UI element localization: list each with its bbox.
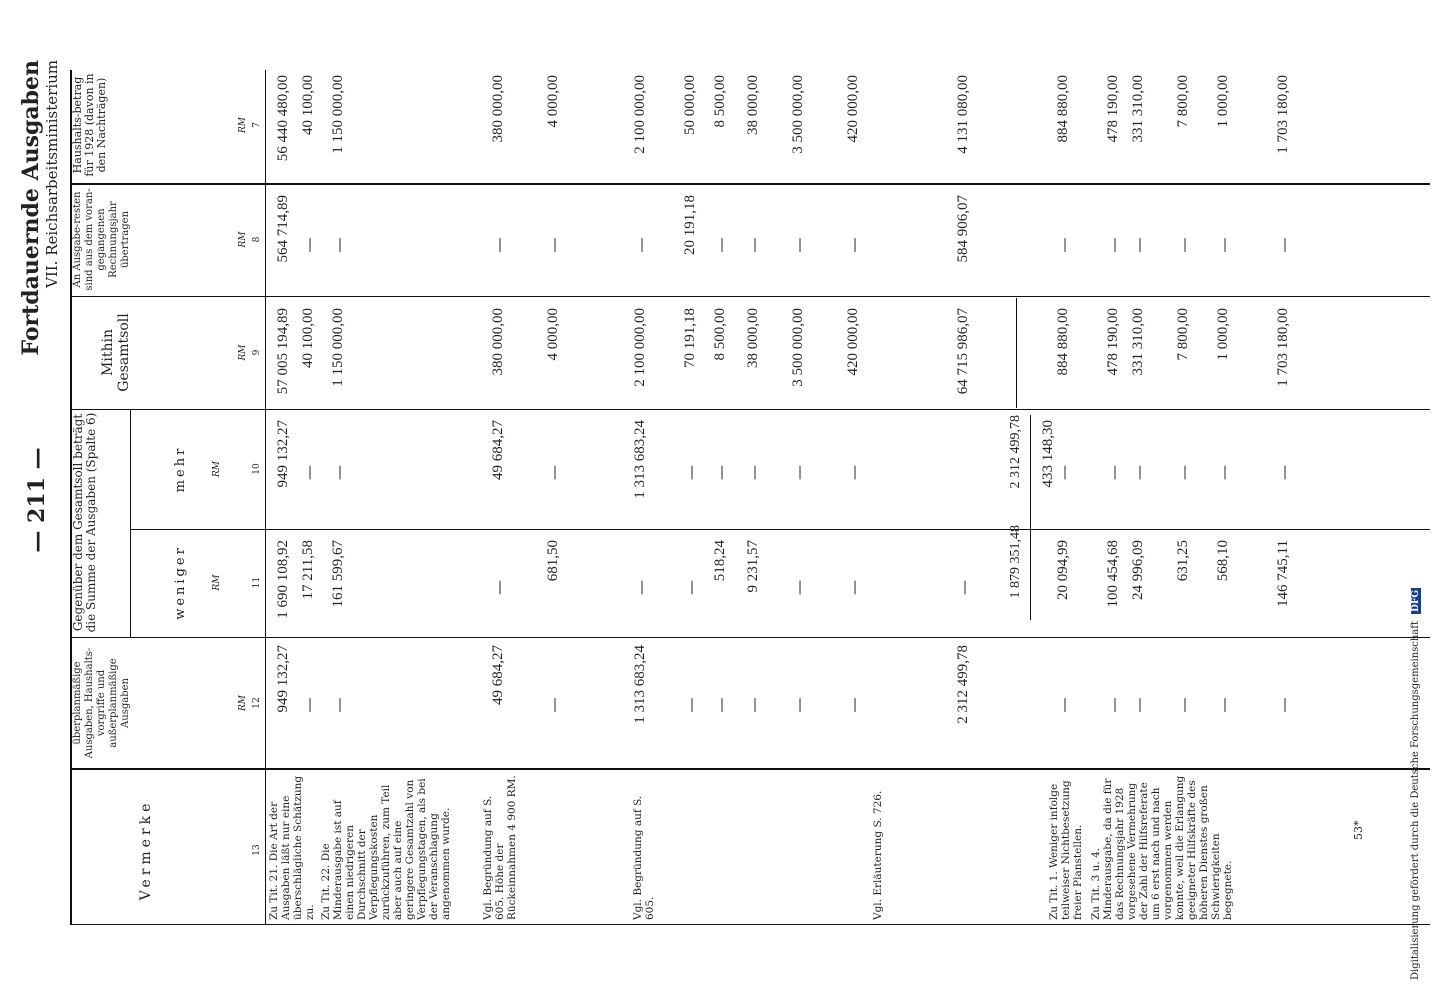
cell-c8-dash: — — [330, 237, 348, 253]
cell-c8-dash: — — [1175, 237, 1193, 253]
cell-c11-dash: — — [790, 580, 808, 595]
mehr-weniger-rule — [130, 410, 131, 638]
cell-c7: 56 440 480,00 — [275, 75, 291, 162]
cell-c10-dash: — — [1105, 465, 1123, 480]
subtotal-rule-9 — [1016, 298, 1017, 408]
cell-c10-dash: — — [1215, 465, 1233, 480]
col9-number: 9 — [252, 349, 262, 356]
cell-c9: 1 000,00 — [1215, 308, 1231, 361]
cell-c11: 681,50 — [545, 540, 561, 582]
col7-header: Haushalts-betrag für 1928 (davon in den Nachträgen) — [71, 73, 108, 177]
col7-unit: RM — [238, 117, 248, 133]
cell-c8-dash: — — [1130, 237, 1148, 253]
cell-c11: 631,25 — [1175, 540, 1191, 582]
cell-c7: 7 800,00 — [1175, 75, 1191, 128]
cell-c9: 884 880,00 — [1055, 308, 1071, 376]
table-left-rule — [70, 924, 1430, 925]
cell-c12-dash: — — [1215, 697, 1233, 713]
cell-c9: 331 310,00 — [1130, 308, 1146, 376]
cell-c12-dash: — — [1055, 697, 1073, 713]
header-bottom-rule — [265, 70, 266, 925]
col-sep-11-12 — [70, 637, 1430, 638]
cell-c11-dash: — — [490, 580, 508, 595]
cell-c12-dash: — — [745, 697, 763, 713]
cell-c11-dash: — — [632, 580, 650, 595]
cell-c10-dash: — — [845, 465, 863, 480]
cell-c11: 100 454,68 — [1105, 540, 1121, 608]
cell-c10-dash: — — [1130, 465, 1148, 480]
cell-c10: 949 132,27 — [275, 420, 291, 488]
cell-c7: 1 150 000,00 — [330, 75, 346, 154]
cell-c7: 38 000,00 — [745, 75, 761, 135]
cell-c11: 146 745,11 — [1275, 540, 1291, 607]
cell-c12-dash: — — [712, 697, 730, 713]
cell-c9: 38 000,00 — [745, 308, 761, 368]
cell-c12: 1 313 683,24 — [632, 645, 648, 724]
cell-c11: 161 599,67 — [330, 540, 346, 608]
cell-c10-dash: — — [545, 465, 563, 480]
cell-c7: 380 000,00 — [490, 75, 506, 143]
cell-c10: 49 684,27 — [490, 420, 506, 480]
page-title: Fortdauernde Ausgaben — [18, 60, 44, 356]
cell-c9: 420 000,00 — [845, 308, 861, 376]
cell-c12: 2 312 499,78 — [955, 645, 971, 724]
note-tit-1: Zu Tit. 1. Weniger infolge teilweiser Nichtbesetzung freier Planstellen. — [1048, 780, 1084, 920]
subtotal-weniger: 1 879 351,48 — [1008, 525, 1023, 599]
cell-c10-dash: — — [745, 465, 763, 480]
cell-c9: 64 715 986,07 — [955, 308, 971, 395]
cell-c10-dash: — — [790, 465, 808, 480]
col10-11-header: Gegenüber dem Gesamtsoll beträgt die Summe der Ausgaben (Spalte 6) — [71, 412, 98, 633]
cell-c8-dash: — — [545, 237, 563, 253]
cell-c9: 40 100,00 — [300, 308, 316, 368]
col12-unit: RM — [238, 695, 248, 711]
subtotal-rule — [1030, 415, 1031, 620]
cell-c8: 584 906,07 — [955, 195, 971, 263]
cell-c7: 3 500 000,00 — [790, 75, 806, 154]
col11-unit: RM — [212, 574, 222, 591]
cell-c12-dash: — — [1275, 697, 1293, 713]
cell-c8-dash: — — [300, 237, 318, 253]
note-tit-3-4: Zu Tit. 3 u. 4. Minderausgabe, da die für das Rechnungsjahr 1928 vorgesehene Vermehrung der Zahl der Hilfsreferate um 6 erst nach und nach vorgenommen werden konnte, weil die Erlangung geeigneter Hilfskräfte des höheren Dienstes großen Schwierigkeiten begegnete. — [1090, 775, 1234, 920]
cell-c7: 4 131 080,00 — [955, 75, 971, 154]
cell-c10: 1 313 683,24 — [632, 420, 648, 499]
col11-number: 11 — [252, 576, 262, 589]
cell-c11: 568,10 — [1215, 540, 1231, 582]
cell-c10-dash: — — [330, 465, 348, 480]
cell-c9: 3 500 000,00 — [790, 308, 806, 387]
cell-c11-dash: — — [845, 580, 863, 595]
cell-c8-dash: — — [490, 237, 508, 253]
col-sep-7-8 — [70, 183, 1430, 185]
col8-number: 8 — [252, 236, 262, 243]
cell-c10: 433 148,30 — [1040, 420, 1056, 488]
page-number: — 211 — — [24, 447, 50, 553]
note-begruendung-2: Vgl. Begründung auf S. 605. — [632, 795, 656, 920]
cell-c7: 40 100,00 — [300, 75, 316, 135]
cell-c9: 380 000,00 — [490, 308, 506, 376]
cell-c10-dash: — — [682, 465, 700, 480]
cell-c11: 9 231,57 — [745, 540, 761, 593]
note-erlaeuterung: Vgl. Erläuterung S. 726. — [872, 790, 884, 920]
cell-c12-dash: — — [330, 697, 348, 713]
cell-c11: 1 690 108,92 — [275, 540, 291, 619]
cell-c9: 70 191,18 — [682, 308, 698, 368]
cell-c7: 1 703 180,00 — [1275, 75, 1291, 154]
cell-c8-dash: — — [712, 237, 730, 253]
cell-c7: 2 100 000,00 — [632, 75, 648, 154]
cell-c11: 24 996,09 — [1130, 540, 1146, 600]
cell-c8-dash: — — [745, 237, 763, 253]
col10-unit: RM — [212, 461, 222, 477]
digitization-credit: Digitalisierung gefördert durch die Deutsche Forschungsgemeinschaft DFG — [1410, 589, 1421, 980]
note-tit-22: Zu Tit. 22. Die Minderausgabe ist auf einen niedrigeren Durchschnitt der Verpflegungskosten zurückzuführen, zum Teil aber auch auf eine geringere Gesamtzahl von Verpflegungstagen, als bei der Veranschlagung angenommen wurde. — [320, 778, 452, 920]
cell-c12-dash: — — [1130, 697, 1148, 713]
cell-c7: 420 000,00 — [845, 75, 861, 143]
note-begruendung-1: Vgl. Begründung auf S. 605. Höhe der Rückeinnahmen 4 900 RM. — [482, 775, 518, 920]
cell-c12-dash: — — [845, 697, 863, 713]
cell-c12: 949 132,27 — [275, 645, 291, 713]
cell-c11: 20 094,99 — [1055, 540, 1071, 600]
cell-c10-dash: — — [1055, 465, 1073, 480]
col7-number: 7 — [252, 122, 262, 128]
cell-c8-dash: — — [790, 237, 808, 253]
cell-c10-dash: — — [300, 465, 318, 480]
note-tit-21: Zu Tit. 21. Die Art der Ausgaben läßt nur eine überschlägliche Schätzung zu. — [268, 775, 316, 920]
col-sep-12-13 — [70, 768, 1430, 770]
cell-c12-dash: — — [1105, 697, 1123, 713]
cell-c9: 57 005 194,89 — [275, 308, 291, 395]
dfg-logo: DFG — [1411, 589, 1421, 612]
cell-c9: 7 800,00 — [1175, 308, 1191, 361]
cell-c10-dash: — — [1275, 465, 1293, 480]
cell-c7: 50 000,00 — [682, 75, 698, 135]
col-sep-8-9 — [70, 296, 1430, 297]
page-subtitle: VII. Reichsarbeitsministerium — [43, 60, 61, 288]
cell-c12-dash: — — [300, 697, 318, 713]
cell-c9: 2 100 000,00 — [632, 308, 648, 387]
cell-c9: 478 190,00 — [1105, 308, 1121, 376]
cell-c8-dash: — — [1275, 237, 1293, 253]
col-sep-10-11 — [130, 529, 1430, 530]
cell-c12: 49 684,27 — [490, 645, 506, 705]
cell-c7: 4 000,00 — [545, 75, 561, 128]
cell-c11-dash: — — [682, 580, 700, 595]
cell-c8-dash: — — [845, 237, 863, 253]
col-sep-9-10 — [70, 409, 1430, 410]
col12-header: überplanmäßige Ausgaben, Haushalts-vorgriffe und außerplanmäßige Ausgaben — [72, 647, 131, 759]
cell-c7: 8 500,00 — [712, 75, 728, 128]
cell-c8: 564 714,89 — [275, 195, 291, 263]
cell-c7: 884 880,00 — [1055, 75, 1071, 143]
cell-c8: 20 191,18 — [682, 195, 698, 255]
col10-header: mehr — [173, 445, 188, 493]
cell-c11: 518,24 — [712, 540, 728, 582]
cell-c8-dash: — — [1215, 237, 1233, 253]
cell-c8-dash: — — [1105, 237, 1123, 253]
cell-c8-dash: — — [632, 237, 650, 253]
cell-c8-dash: — — [1055, 237, 1073, 253]
cell-c9: 1 150 000,00 — [330, 308, 346, 387]
col12-number: 12 — [252, 697, 262, 709]
col8-header: An Ausgabe-resten sind aus dem voran-gegangenen Rechnungsjahr übertragen — [72, 188, 131, 291]
col11-header: weniger — [173, 545, 188, 620]
col13-header: Vermerke — [138, 799, 154, 901]
page-code: 53* — [1352, 820, 1365, 840]
cell-c7: 478 190,00 — [1105, 75, 1121, 143]
col9-unit: RM — [238, 344, 248, 361]
cell-c7: 1 000,00 — [1215, 75, 1231, 128]
col8-unit: RM — [238, 231, 248, 248]
cell-c11-dash: — — [955, 580, 973, 595]
cell-c11: 17 211,58 — [300, 540, 316, 600]
col9-header: Mithin Gesamtsoll — [100, 313, 132, 392]
cell-c12-dash: — — [682, 697, 700, 713]
cell-c7: 331 310,00 — [1130, 75, 1146, 143]
cell-c9: 4 000,00 — [545, 308, 561, 361]
cell-c12-dash: — — [1175, 697, 1193, 713]
cell-c12-dash: — — [545, 697, 563, 713]
col10-number: 10 — [252, 463, 262, 475]
cell-c9: 1 703 180,00 — [1275, 308, 1291, 387]
cell-c10-dash: — — [712, 465, 730, 480]
subtotal-mehr: 2 312 499,78 — [1008, 415, 1023, 489]
col13-number: 13 — [252, 844, 262, 856]
cell-c10-dash: — — [1175, 465, 1193, 480]
cell-c9: 8 500,00 — [712, 308, 728, 361]
cell-c12-dash: — — [790, 697, 808, 713]
